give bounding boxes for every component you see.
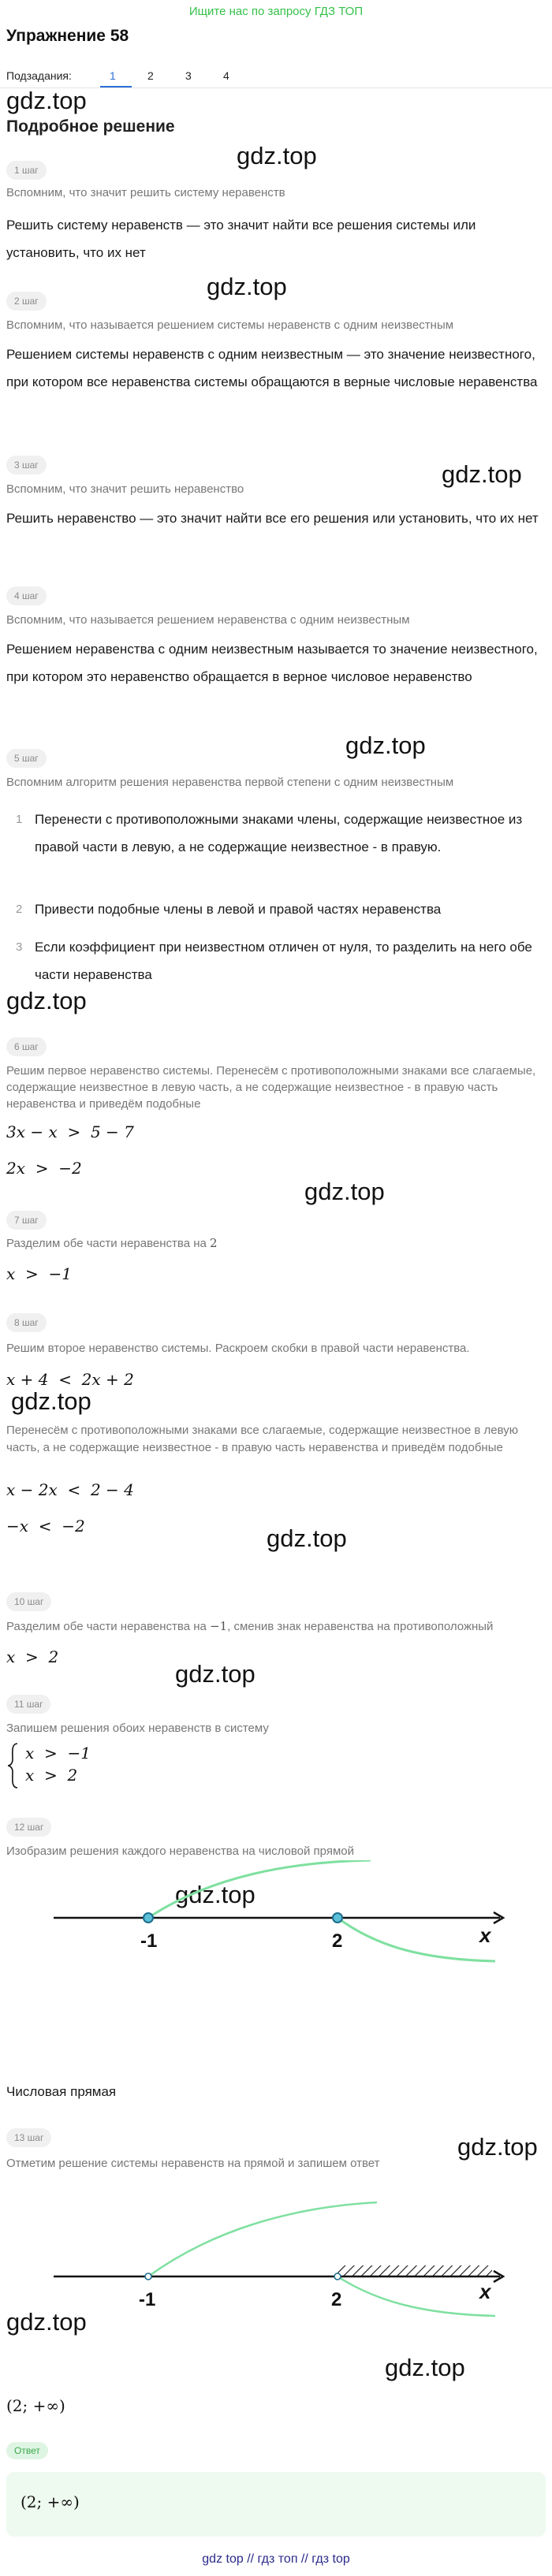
list-text: Перенести с противоположными знаками члены, содержащие неизвестное из правой части в левую, а не содержащие неизвестное - в правую. (35, 812, 523, 854)
system-of-inequalities (6, 1740, 164, 1791)
step-note-number: 2 (210, 1236, 218, 1250)
step-text: Решением неравенства с одним неизвестным называется то значение неизвестного, при котором это неравенство обращается в верное числовое неравенство (6, 642, 538, 684)
list-item (6, 895, 543, 923)
step-badge: 5 шаг (6, 749, 47, 768)
answer-value: (2; +∞) (21, 2492, 80, 2511)
step-badge: 8 шаг (6, 1313, 47, 1332)
subtasks-label: Подзадания: (6, 69, 72, 82)
tab-subtask-1[interactable]: 1 (110, 69, 116, 82)
answer-box (6, 2472, 546, 2537)
watermark: gdz.top (6, 2308, 87, 2336)
solution-arc-1 (148, 1860, 371, 1918)
step-note: Запишем решения обоих неравенств в систему (6, 1722, 269, 1735)
result-value: (2; +∞) (6, 2396, 65, 2415)
solution-arc-1 (148, 2202, 377, 2276)
list-item (6, 933, 543, 988)
step-note: Вспомним, что называется решением неравенства с одним неизвестным (6, 613, 410, 627)
watermark: gdz.top (385, 2354, 465, 2381)
math-equation: −x < −2 (6, 1517, 85, 1536)
step-note-number: −1 (210, 1619, 228, 1633)
watermark: gdz.top (175, 1660, 255, 1688)
step-badge: 13 шаг (6, 2128, 51, 2147)
figure-caption: Числовая прямая (6, 2084, 117, 2099)
step-note: Вспомним, что значит решить неравенство (6, 482, 244, 496)
watermark: gdz.top (237, 142, 317, 169)
step-text: Решить неравенство — это значит найти все его решения или установить, что их нет (6, 511, 539, 526)
step-note: Отметим решение системы неравенств на прямой и запишем ответ (6, 2157, 380, 2170)
math-equation: x − 2x < 2 − 4 (6, 1480, 134, 1499)
step-note: Решим первое неравенство системы. Перенесём с противоположными знаками все слагаемые, содержащие неизвестное в левую часть, а не содержащие неизвестное - в правую часть неравенства и приведём подобные (6, 1064, 536, 1111)
watermark: gdz.top (304, 1178, 385, 1205)
hatched-region (338, 2265, 492, 2276)
list-text: Если коэффициент при неизвестном отличен от нуля, то разделить на него обе части неравенства (35, 940, 532, 982)
tick-label: -1 (139, 2289, 156, 2310)
watermark: gdz.top (11, 1387, 91, 1415)
step-note: Решим второе неравенство системы. Раскроем скобки в правой части неравенства. (6, 1342, 470, 1355)
step-note-text: Разделим обе части неравенства на (6, 1237, 210, 1250)
list-number: 2 (16, 903, 23, 916)
step-badge: 11 шаг (6, 1695, 50, 1714)
axis-label: x (479, 2280, 491, 2303)
footer-links[interactable]: gdz top // гдз топ // гдз top (202, 2552, 350, 2566)
math-equation: 2x > −2 (6, 1159, 82, 1178)
list-number: 3 (16, 940, 23, 954)
step-badge: 4 шаг (6, 586, 47, 605)
step-note: Изобразим решения каждого неравенства на числовой прямой (6, 1845, 355, 1858)
math-equation: x + 4 < 2x + 2 (6, 1370, 134, 1389)
point-marker (334, 2273, 341, 2280)
watermark: gdz.top (345, 731, 426, 759)
step-text: Решить систему неравенств — это значит найти все решения системы или установить, что их нет (6, 218, 476, 260)
step-note-text: , сменив знак неравенства на противоположный (227, 1620, 494, 1633)
step-note: Вспомним алгоритм решения неравенства первой степени с одним неизвестным (6, 776, 454, 789)
watermark: gdz.top (267, 1524, 347, 1552)
step-note (6, 1234, 543, 1253)
watermark: gdz.top (207, 273, 287, 300)
step-badge: 10 шаг (6, 1592, 51, 1611)
step-note-text: Разделим обе части неравенства на (6, 1620, 210, 1633)
list-text: Привести подобные члены в левой и правой частях неравенства (35, 902, 442, 917)
watermark: gdz.top (175, 1881, 255, 1908)
tab-subtask-2[interactable]: 2 (147, 69, 154, 82)
point-marker (144, 1913, 153, 1923)
tick-label: 2 (331, 2289, 342, 2310)
solution-arc-2 (338, 1918, 495, 1961)
watermark: gdz.top (6, 987, 87, 1014)
solution-arc-2 (338, 2276, 495, 2316)
tick-label: 2 (332, 1930, 343, 1952)
math-equation: x > 2 (6, 1647, 59, 1666)
math-equation: x > −1 (6, 1264, 72, 1283)
subtasks-nav (6, 65, 245, 87)
system-line: x > −1 (25, 1744, 91, 1763)
list-item (6, 806, 543, 861)
brace-icon (6, 1742, 21, 1789)
answer-badge: Ответ (6, 2442, 48, 2459)
search-banner[interactable]: Ищите нас по запросу ГДЗ ТОП (188, 5, 364, 18)
watermark: gdz.top (6, 87, 87, 114)
step-note: Вспомним, что называется решением системы неравенств с одним неизвестным (6, 318, 454, 332)
tab-subtask-3[interactable]: 3 (185, 69, 192, 82)
number-line-2 (6, 2176, 546, 2365)
step-badge: 1 шаг (6, 161, 47, 180)
number-line-1 (6, 1860, 546, 2065)
tab-subtask-4[interactable]: 4 (223, 69, 229, 82)
step-badge: 2 шаг (6, 292, 47, 311)
point-marker (145, 2273, 151, 2280)
step-note: Вспомним, что значит решить систему неравенств (6, 186, 285, 199)
tick-label: -1 (140, 1930, 158, 1952)
step-badge: 6 шаг (6, 1037, 47, 1056)
list-number: 1 (16, 813, 23, 826)
math-equation: 3x − x > 5 − 7 (6, 1122, 134, 1141)
system-line: x > 2 (25, 1766, 78, 1785)
step-note: Перенесём с противоположными знаками все слагаемые, содержащие неизвестное в левую часть, а не содержащие неизвестное - в правую часть неравенства и приведём подобные (6, 1424, 518, 1454)
step-badge: 3 шаг (6, 456, 47, 475)
point-marker (333, 1913, 342, 1923)
watermark: gdz.top (457, 2133, 538, 2161)
watermark: gdz.top (442, 460, 522, 488)
step-badge: 7 шаг (6, 1211, 47, 1230)
step-note (6, 1617, 543, 1636)
axis-label: x (479, 1923, 491, 1947)
step-text: Решением системы неравенств с одним неизвестным — это значение неизвестного, при котором все неравенства системы обращаются в верные числовые неравенства (6, 347, 538, 389)
section-title: Подробное решение (6, 117, 175, 136)
page-title: Упражнение 58 (6, 27, 129, 45)
step-badge: 12 шаг (6, 1818, 51, 1837)
